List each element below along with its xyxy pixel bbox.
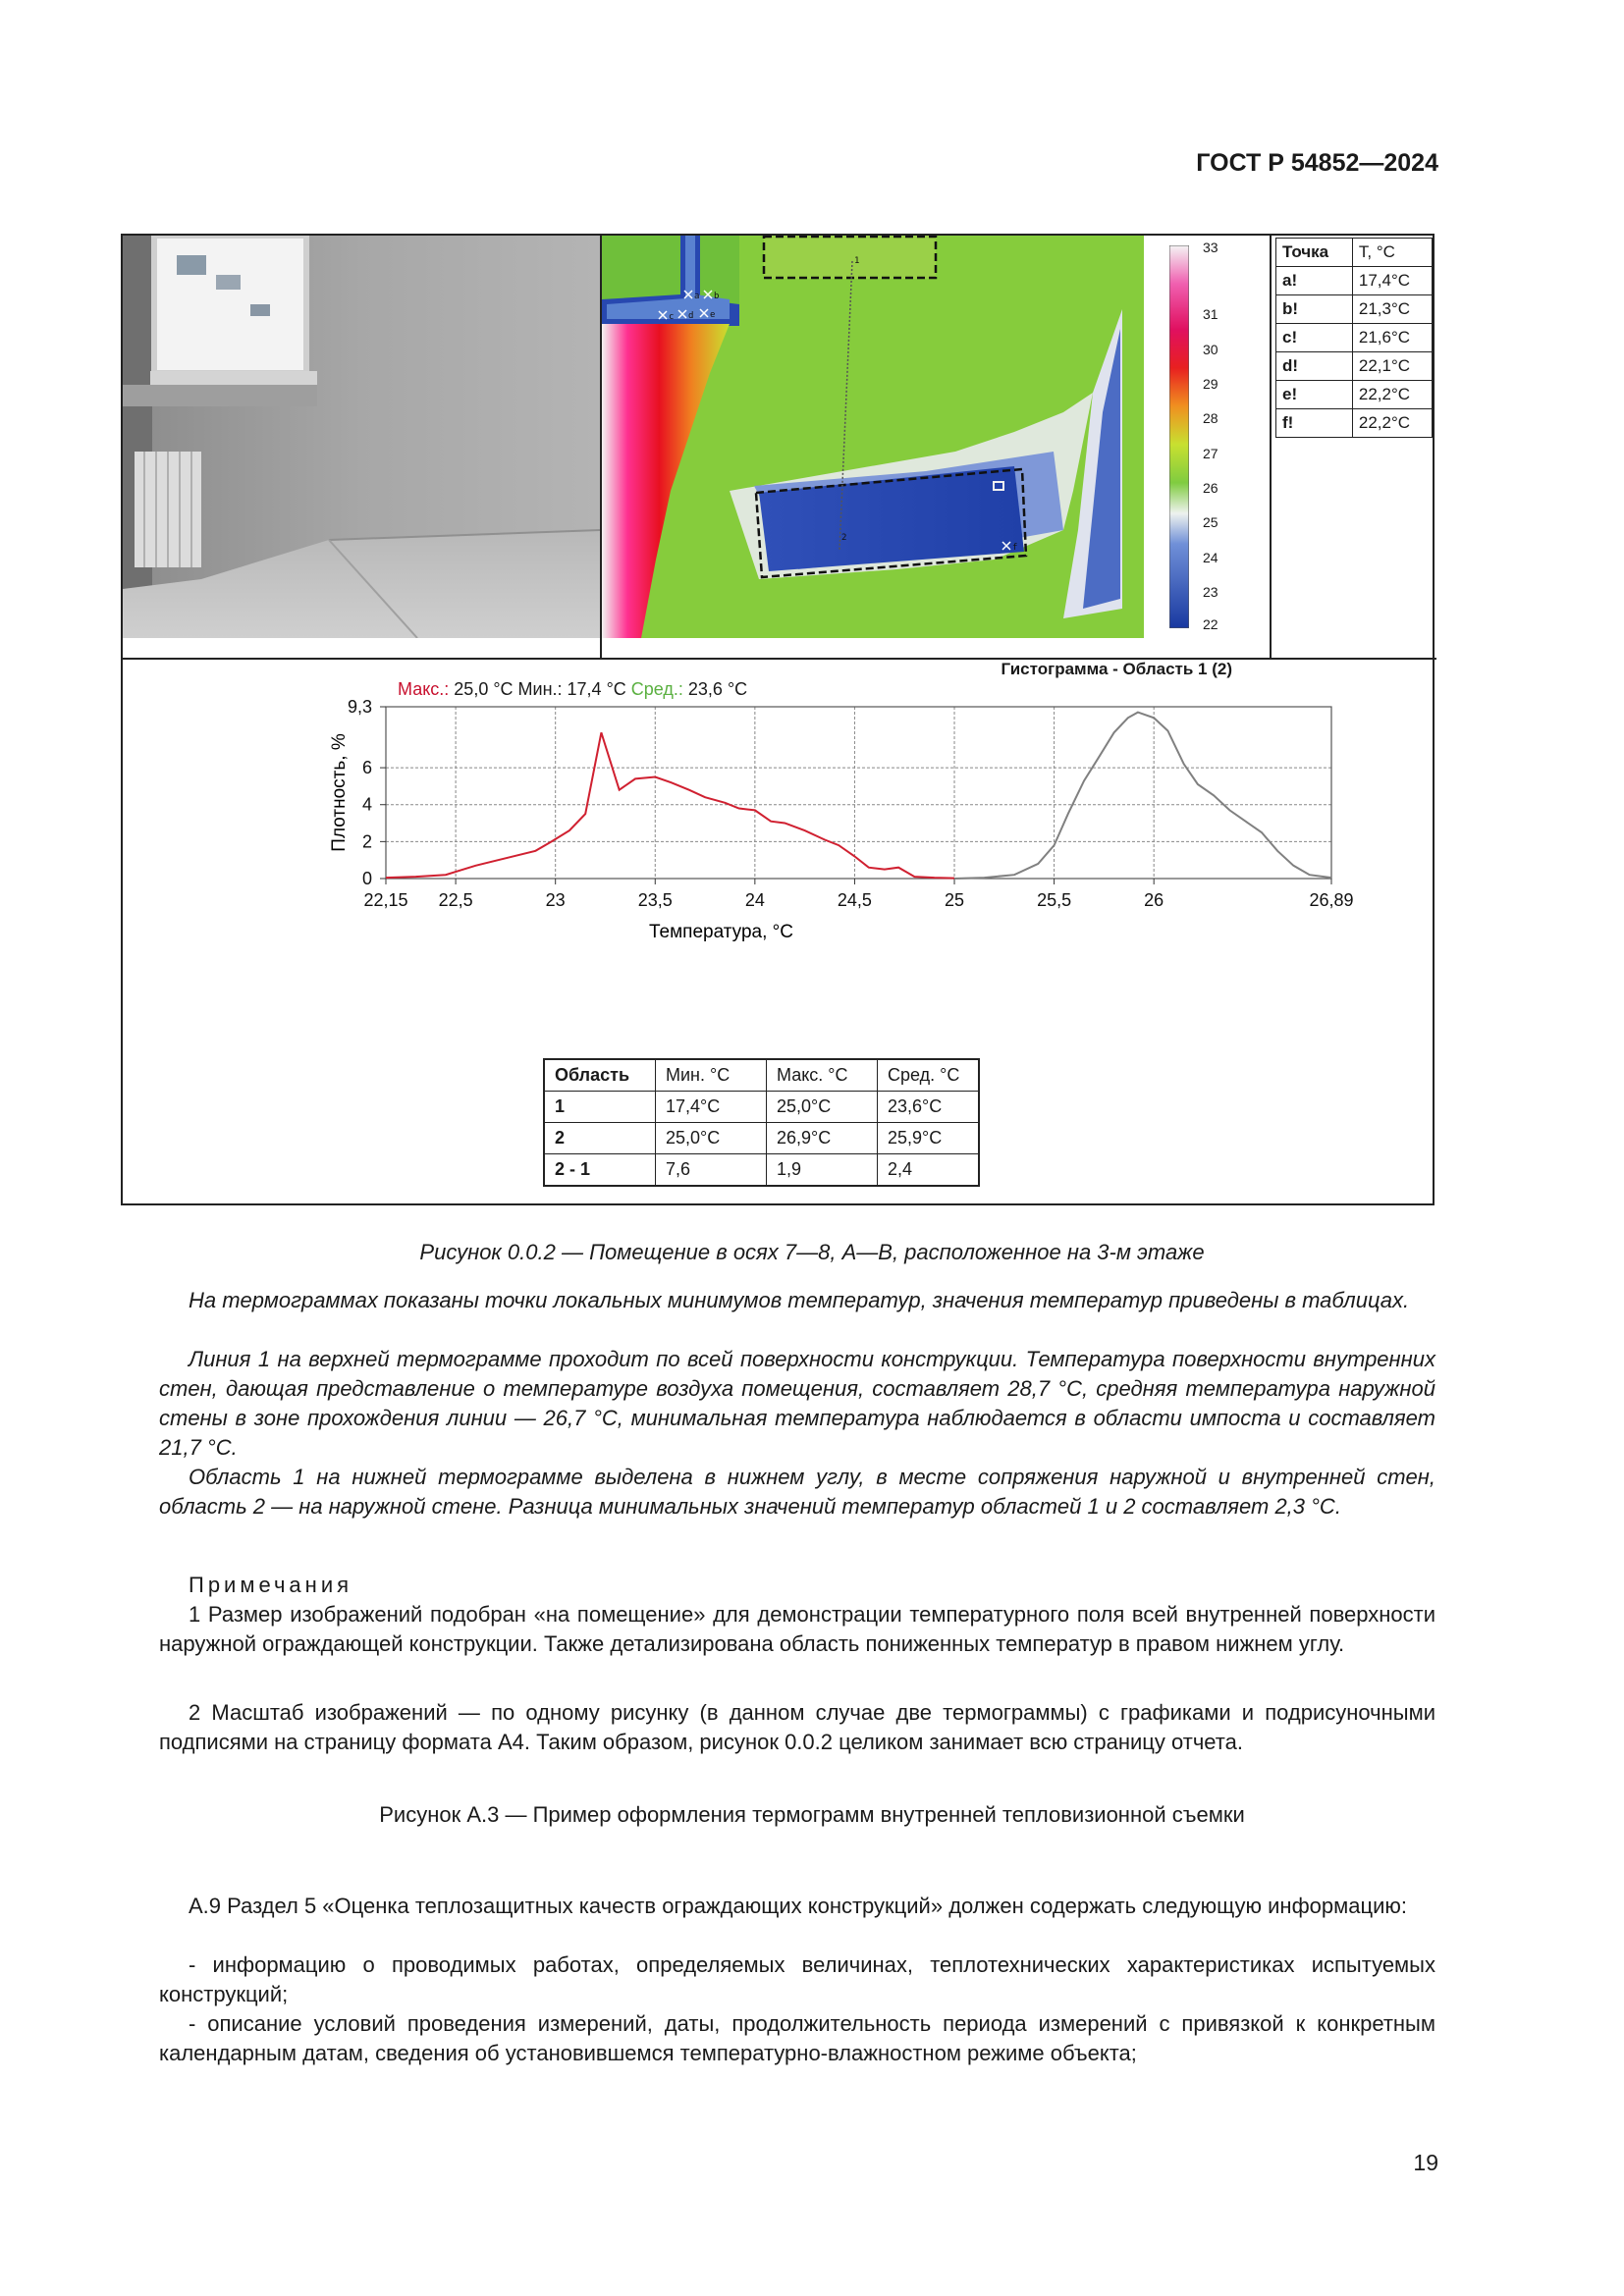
standard-header: ГОСТ Р 54852—2024 <box>1196 149 1438 177</box>
stat-max-label: Макс.: <box>398 679 450 699</box>
notes-title: Примечания <box>189 1573 353 1597</box>
colorbar-tick: 30 <box>1203 342 1218 357</box>
table-row <box>544 1092 979 1123</box>
stat-avg-label: Сред.: <box>625 679 683 699</box>
table-cell: 25,0°C <box>656 1123 767 1154</box>
thermogram-figure <box>121 234 1435 1205</box>
y-tick-label: 0 <box>361 869 372 888</box>
x-tick-label: 25 <box>945 890 965 910</box>
colorbar-tick: 27 <box>1203 446 1218 461</box>
table-header-cell: Область <box>544 1059 656 1092</box>
x-tick-label: 23 <box>545 890 566 910</box>
x-tick-label: 22,15 <box>363 890 408 910</box>
colorbar-tick: 22 <box>1203 616 1218 632</box>
colorbar-tick: 33 <box>1203 240 1218 255</box>
table-cell: 17,4°C <box>1352 267 1432 295</box>
table-cell: f! <box>1276 409 1353 438</box>
table-cell: c! <box>1276 324 1353 352</box>
table-cell: a! <box>1276 267 1353 295</box>
marker-label: b <box>714 292 720 301</box>
x-tick-label: 24 <box>744 890 765 910</box>
colorbar-tick: 23 <box>1203 584 1218 600</box>
table-header-cell: Точка <box>1276 239 1353 267</box>
table-header-cell: Мин. °C <box>656 1059 767 1092</box>
stat-max-value: 25,0 °C <box>449 679 514 699</box>
table-row <box>544 1154 979 1187</box>
area-table <box>543 1058 980 1187</box>
colorbar-tick: 29 <box>1203 376 1218 392</box>
histogram-chart <box>123 236 1433 1056</box>
table-cell: b! <box>1276 295 1353 324</box>
paragraph: На термограммах показаны точки локальных минимумов температур, значения температур приведены в таблицах. <box>189 1288 1410 1312</box>
x-tick-label: 22,5 <box>438 890 473 910</box>
table-header-cell: Макс. °C <box>767 1059 878 1092</box>
table-cell: d! <box>1276 352 1353 381</box>
marker-label: e <box>710 310 716 320</box>
x-tick-label: 23,5 <box>637 890 673 910</box>
page-number: 19 <box>1413 2150 1438 2175</box>
colorbar-tick: 26 <box>1203 480 1218 496</box>
table-cell: 22,2°C <box>1352 409 1432 438</box>
table-cell: 1,9 <box>767 1154 878 1187</box>
series-line-area-2 <box>954 713 1331 879</box>
y-tick-label: 9,3 <box>347 697 372 717</box>
table-cell: 21,6°C <box>1352 324 1432 352</box>
table-header-cell: T, °C <box>1352 239 1432 267</box>
list-item: - описание условий проведения измерений, даты, продолжительность периода измерений с привязкой к конкретным календарным датам, сведения об установившемся температурно-влажностном режиме объекта; <box>159 2011 1435 2065</box>
paragraph: Область 1 на нижней термограмме выделена в нижнем углу, в месте сопряжения наружной и внутренней стен, область 2 — на наружной стене. Разница минимальных значений температур областей 1 и 2 составляет 2,3 °С. <box>159 1465 1435 1519</box>
marker-label: 1 <box>854 256 860 266</box>
y-tick-label: 2 <box>361 831 372 852</box>
x-tick-label: 24,5 <box>837 890 872 910</box>
stat-min-value: 17,4 °C <box>562 679 626 699</box>
colorbar-tick: 24 <box>1203 550 1218 565</box>
y-tick-label: 6 <box>361 758 372 778</box>
table-cell: 7,6 <box>656 1154 767 1187</box>
x-tick-label: 26,89 <box>1309 890 1354 910</box>
marker-label: c <box>669 312 675 322</box>
note-item: 1 Размер изображений подобран «на помещение» для демонстрации температурного поля всей внутренней поверхности наружной ограждающей конструкции. Также детализирована область пониженных температур в правом нижнем углу. <box>159 1602 1435 1656</box>
table-header-row <box>544 1059 979 1092</box>
table-cell: 17,4°C <box>656 1092 767 1123</box>
colorbar-tick: 28 <box>1203 410 1218 426</box>
list-item: - информацию о проводимых работах, определяемых величинах, теплотехнических характеристиках испытуемых конструкций; <box>159 1952 1435 2006</box>
table-cell: 2 - 1 <box>544 1154 656 1187</box>
table-header-cell: Сред. °C <box>878 1059 980 1092</box>
stat-min-label: Мин.: <box>513 679 563 699</box>
colorbar-tick: 31 <box>1203 306 1218 322</box>
table-cell: 25,9°C <box>878 1123 980 1154</box>
table-cell: 21,3°C <box>1352 295 1432 324</box>
marker-label: a <box>694 292 700 301</box>
marker-label: d <box>688 311 694 321</box>
paragraph: Линия 1 на верхней термограмме проходит по всей поверхности конструкции. Температура поверхности внутренних стен, дающая представление о температуре воздуха помещения, составляет 28,7 °С, средняя температура наружной стены в зоне прохождения линии — 26,7 °С, минимальная температура наблюдается в области импоста и составляет 21,7 °С. <box>159 1347 1435 1460</box>
marker-label: 2 <box>841 533 847 543</box>
x-tick-label: 26 <box>1144 890 1164 910</box>
colorbar-tick: 25 <box>1203 514 1218 530</box>
figure-caption: Рисунок 0.0.2 — Помещение в осях 7—8, А—В, расположенное на 3-м этаже <box>419 1240 1205 1264</box>
marker-label: f <box>1012 543 1018 553</box>
table-cell: 2,4 <box>878 1154 980 1187</box>
table-cell: 26,9°C <box>767 1123 878 1154</box>
table-cell: 22,1°C <box>1352 352 1432 381</box>
series-line-area-1 <box>386 732 954 878</box>
table-cell: 25,0°C <box>767 1092 878 1123</box>
table-cell: e! <box>1276 381 1353 409</box>
table-cell: 2 <box>544 1123 656 1154</box>
x-axis-label: Температура, °C <box>649 922 793 942</box>
stat-avg-value: 23,6 °C <box>682 679 748 699</box>
histogram-title: Гистограмма - Область 1 (2) <box>1001 660 1232 678</box>
section-a9-intro: А.9 Раздел 5 «Оценка теплозащитных качеств ограждающих конструкций» должен содержать следующую информацию: <box>189 1894 1408 1918</box>
figure-a3-caption: Рисунок А.3 — Пример оформления термограмм внутренней тепловизионной съемки <box>379 1802 1245 1827</box>
y-axis-label: Плотность, % <box>329 733 350 852</box>
table-cell: 23,6°C <box>878 1092 980 1123</box>
table-cell: 22,2°C <box>1352 381 1432 409</box>
note-item: 2 Масштаб изображений — по одному рисунку (в данном случае две термограммы) с графиками и подрисуночными подписями на страницу формата А4. Таким образом, рисунок 0.0.2 целиком занимает всю страницу отчета. <box>159 1700 1435 1754</box>
table-cell: 1 <box>544 1092 656 1123</box>
x-tick-label: 25,5 <box>1037 890 1072 910</box>
y-tick-label: 4 <box>361 794 372 815</box>
table-row <box>544 1123 979 1154</box>
